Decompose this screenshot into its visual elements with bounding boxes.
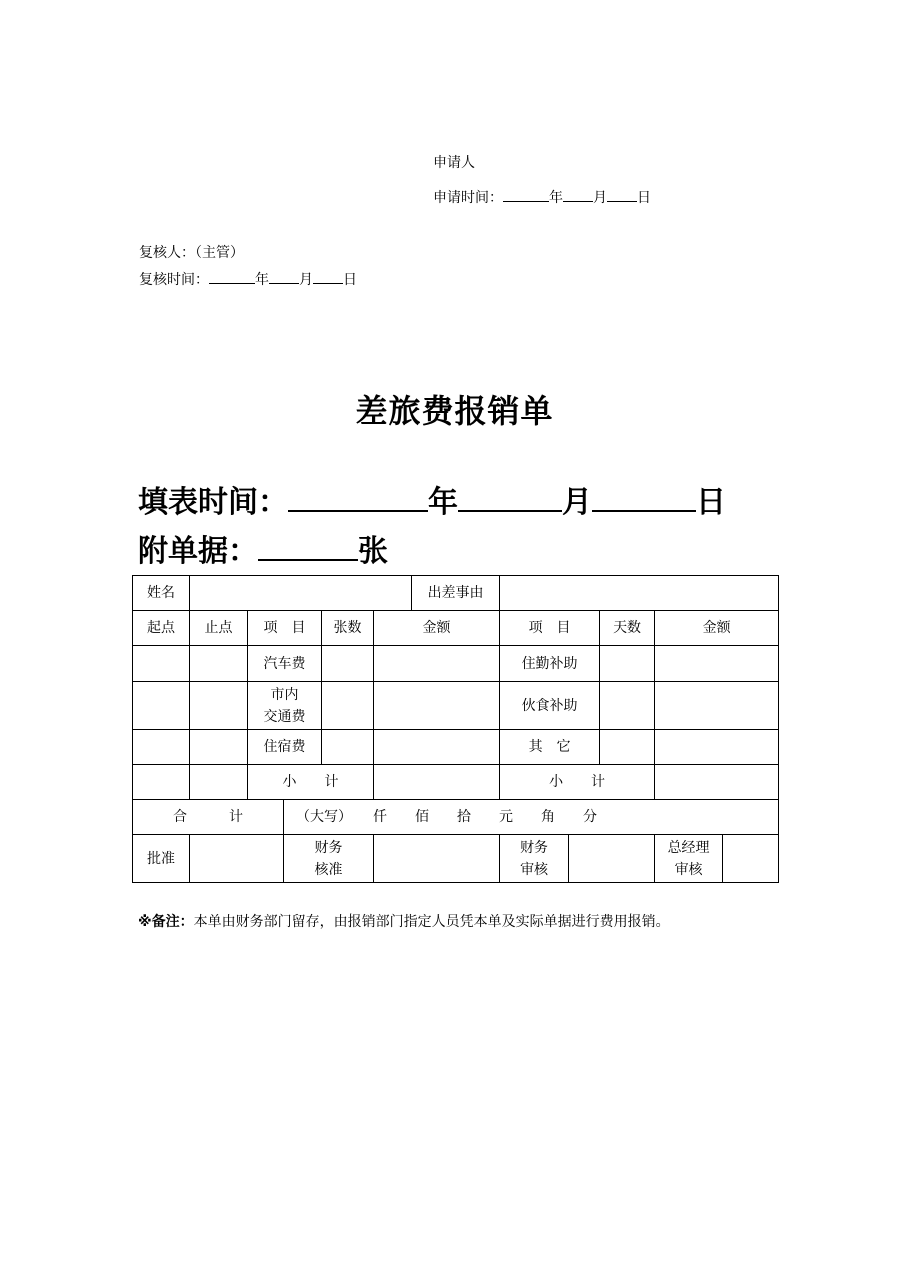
days-cell[interactable] bbox=[600, 646, 655, 682]
start-cell[interactable] bbox=[133, 730, 190, 765]
count-header: 张数 bbox=[322, 611, 374, 646]
gm-audit-line1: 总经理 bbox=[667, 839, 710, 856]
other-label: 其 它 bbox=[500, 730, 600, 765]
days-header: 天数 bbox=[600, 611, 655, 646]
month-label: 月 bbox=[299, 272, 313, 288]
applicant-time-label: 申请时间： bbox=[433, 190, 503, 206]
gm-audit-label bbox=[655, 835, 723, 883]
end-cell[interactable] bbox=[190, 646, 248, 682]
fill-date-label: 填表时间： bbox=[138, 485, 288, 520]
fill-date-line bbox=[138, 483, 726, 523]
end-header: 止点 bbox=[190, 611, 248, 646]
attachments-count-blank[interactable] bbox=[258, 533, 358, 561]
reason-header: 出差事由 bbox=[412, 576, 500, 611]
end-cell[interactable] bbox=[190, 730, 248, 765]
table-row bbox=[133, 730, 779, 765]
month-blank[interactable] bbox=[563, 187, 593, 202]
fill-day-label: 日 bbox=[696, 485, 726, 520]
amount2-header: 金额 bbox=[655, 611, 779, 646]
count-cell[interactable] bbox=[322, 730, 374, 765]
amount2-cell[interactable] bbox=[655, 682, 779, 730]
item-header: 项 目 bbox=[248, 611, 322, 646]
amount2-cell[interactable] bbox=[655, 730, 779, 765]
name-field[interactable] bbox=[190, 576, 412, 611]
fill-year-label: 年 bbox=[428, 485, 458, 520]
gm-audit-line2: 审核 bbox=[674, 861, 703, 878]
attachments-line bbox=[138, 532, 388, 572]
year-blank[interactable] bbox=[503, 187, 549, 202]
applicant-label: 申请人 bbox=[433, 155, 475, 171]
day-label: 日 bbox=[637, 190, 651, 206]
year-label: 年 bbox=[549, 190, 563, 206]
days-cell[interactable] bbox=[600, 682, 655, 730]
table-row bbox=[133, 576, 779, 611]
finance-approve-label bbox=[284, 835, 374, 883]
duty-allowance-label: 住勤补助 bbox=[500, 646, 600, 682]
table-row bbox=[133, 800, 779, 835]
subtotal2-amount-cell[interactable] bbox=[655, 765, 779, 800]
table-row bbox=[133, 611, 779, 646]
amount-header: 金额 bbox=[374, 611, 500, 646]
day-blank[interactable] bbox=[607, 187, 637, 202]
city-transport-line2: 交通费 bbox=[263, 708, 306, 725]
finance-audit-line2: 审核 bbox=[520, 861, 549, 878]
amount-cell[interactable] bbox=[374, 730, 500, 765]
reviewer-time-line bbox=[139, 269, 357, 289]
city-transport-line1: 市内 bbox=[270, 686, 299, 703]
note-label: ※备注： bbox=[138, 914, 194, 930]
table-row bbox=[133, 765, 779, 800]
approve-label: 批准 bbox=[133, 835, 190, 883]
reimbursement-table bbox=[132, 575, 779, 883]
fill-day-blank[interactable] bbox=[592, 484, 696, 512]
fill-month-blank[interactable] bbox=[458, 484, 562, 512]
reviewer-label: 复核人：（主管） bbox=[139, 245, 244, 261]
start-cell[interactable] bbox=[133, 646, 190, 682]
subtotal-amount-cell[interactable] bbox=[374, 765, 500, 800]
lodging-label: 住宿费 bbox=[248, 730, 322, 765]
start-cell[interactable] bbox=[133, 682, 190, 730]
start-cell[interactable] bbox=[133, 765, 190, 800]
day-label: 日 bbox=[343, 272, 357, 288]
month-blank[interactable] bbox=[269, 269, 299, 284]
month-label: 月 bbox=[593, 190, 607, 206]
start-header: 起点 bbox=[133, 611, 190, 646]
attachments-unit: 张 bbox=[358, 534, 388, 569]
days-cell[interactable] bbox=[600, 730, 655, 765]
amount-cell[interactable] bbox=[374, 646, 500, 682]
finance-approve-line1: 财务 bbox=[314, 839, 343, 856]
note-text: 本单由财务部门留存，由报销部门指定人员凭本单及实际单据进行费用报销。 bbox=[193, 914, 670, 930]
reason-field[interactable] bbox=[500, 576, 779, 611]
finance-audit-label bbox=[500, 835, 569, 883]
table-row bbox=[133, 835, 779, 883]
finance-audit-line1: 财务 bbox=[520, 839, 549, 856]
subtotal2-label: 小 计 bbox=[500, 765, 655, 800]
total-label: 合 计 bbox=[133, 800, 284, 835]
end-cell[interactable] bbox=[190, 765, 248, 800]
year-label: 年 bbox=[255, 272, 269, 288]
item2-header: 项 目 bbox=[500, 611, 600, 646]
approve-cell[interactable] bbox=[190, 835, 284, 883]
fill-month-label: 月 bbox=[562, 485, 592, 520]
reviewer-time-label: 复核时间： bbox=[139, 272, 209, 288]
fill-year-blank[interactable] bbox=[288, 484, 428, 512]
table-row bbox=[133, 646, 779, 682]
page-title: 差旅费报销单 bbox=[355, 392, 554, 430]
count-cell[interactable] bbox=[322, 646, 374, 682]
day-blank[interactable] bbox=[313, 269, 343, 284]
year-blank[interactable] bbox=[209, 269, 255, 284]
end-cell[interactable] bbox=[190, 682, 248, 730]
meal-allowance-label: 伙食补助 bbox=[500, 682, 600, 730]
city-transport-label bbox=[248, 682, 322, 730]
applicant-time-line bbox=[433, 187, 651, 207]
amount-cell[interactable] bbox=[374, 682, 500, 730]
table-row bbox=[133, 682, 779, 730]
attachments-label: 附单据： bbox=[138, 534, 258, 569]
car-fee-label: 汽车费 bbox=[248, 646, 322, 682]
count-cell[interactable] bbox=[322, 682, 374, 730]
note-line bbox=[138, 911, 670, 931]
name-header: 姓名 bbox=[133, 576, 190, 611]
finance-approve-cell[interactable] bbox=[374, 835, 500, 883]
amount2-cell[interactable] bbox=[655, 646, 779, 682]
finance-approve-line2: 核准 bbox=[314, 861, 343, 878]
subtotal-label: 小 计 bbox=[248, 765, 374, 800]
capital-amount-field[interactable]: （大写） 仟 佰 拾 元 角 分 bbox=[284, 800, 779, 835]
finance-audit-cell[interactable] bbox=[569, 835, 655, 883]
gm-audit-cell[interactable] bbox=[723, 835, 779, 883]
